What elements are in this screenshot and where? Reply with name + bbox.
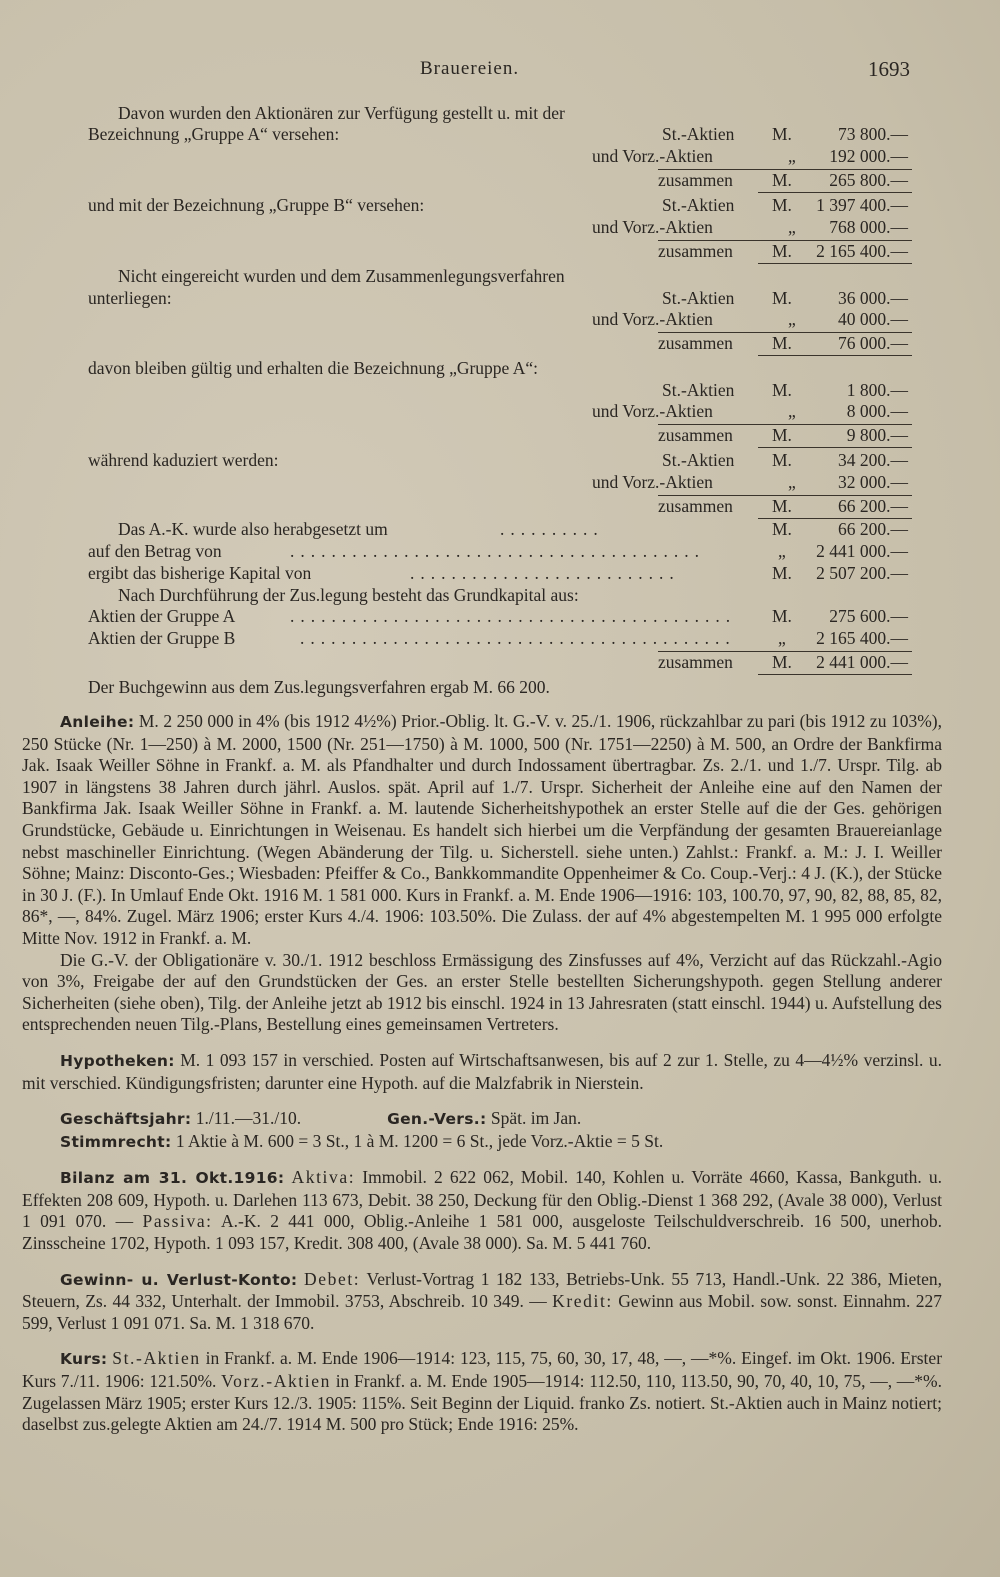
row-label: und Vorz.-Aktien — [592, 309, 713, 329]
gen-vers-heading: Gen.-Vers.: — [387, 1110, 487, 1129]
row-currency: M. — [772, 241, 792, 261]
row-currency: M. — [772, 563, 792, 583]
hypotheken-text: M. 1 093 157 in verschied. Posten auf Wirtschaftsanwesen, bis auf 2 zur 1. Stelle, zu 4—4½% verzinsl. u. mit verschied. Kündigungsfristen; darunter eine Hypoth. auf die Malzfabrik in Nierstein. — [22, 1049, 942, 1093]
leader-dots: .......... — [500, 519, 604, 539]
aktiva-label: Aktiva: — [291, 1167, 356, 1188]
row-currency: „ — [788, 401, 796, 421]
group-b-text: und mit der Bezeichnung „Gruppe B“ versehen: — [88, 195, 425, 215]
row-currency: „ — [788, 472, 796, 492]
row-value: 2 165 400.— — [816, 628, 908, 648]
row-value: 192 000.— — [829, 146, 908, 166]
row-currency: M. — [772, 333, 792, 353]
leader-dots: .......................... — [410, 563, 680, 583]
section-title: Brauereien. — [420, 58, 520, 79]
row-value: 2 507 200.— — [816, 563, 908, 583]
kurs-text-2: in Frankf. a. M. Ende 1905—1914: 112.50, 110, 113.50, 90, 70, 40, 10, 75, —, —*%. Zugelassen März 1905; erster Kurs 12./3. 1905: 115%. Seit Beginn der Liquid. franko Zs. notiert. St.-Aktien auch in Mainz notiert; daselbst zus.gelegte Aktien am 24./7. 1914 M. 500 pro Stück; Ende 1916: 25%. — [22, 1371, 943, 1435]
debet-label: Debet: — [304, 1268, 361, 1289]
debet-text: Verlust-Vortrag 1 182 133, Betriebs-Unk. 55 713, Handl.-Unk. 22 386, Mieten, Steuern, Zs. 44 332, Unterhalt. der Immobil. 3753, Abschreib. 10 349. — — [22, 1268, 942, 1312]
kurs-heading: Kurs: — [60, 1350, 108, 1369]
row-currency: M. — [772, 288, 792, 308]
bilanz-paragraph — [22, 1167, 942, 1254]
row-currency: M. — [772, 519, 792, 539]
leader-dots: ........................................ — [290, 541, 705, 561]
row-label: zusammen — [658, 241, 733, 261]
gv-text: Die G.-V. der Obligationäre v. 30./1. 1912 beschloss Ermässigung des Zinsfusses auf 4%, Verzicht auf das Rückzahl.-Agio von 3%, Freigabe der auf den Grundstücken der Ges. an erster Stelle bestellten Sicherungshypoth. gegen Stellung anderer Sicherheiten (siehe oben), Tilg. der Anleihe jetzt ab 1912 bis einschl. 1924 in 13 Jahresraten (statt einschl. 1944) u. Aufstellung des entsprechenden neuen Tilg.-Plans, Bestellung eines gemeinsamen Vertreters. — [22, 949, 942, 1035]
row-label: St.-Aktien — [662, 380, 735, 400]
stimmrecht-text: 1 Aktie à M. 600 = 3 St., 1 à M. 1200 = 6 St., jede Vorz.-Aktie = 5 St. — [175, 1130, 664, 1151]
kapital-label: ergibt das bisherige Kapital von — [88, 563, 312, 583]
stimmrecht-paragraph — [22, 1131, 942, 1154]
row-currency: „ — [778, 628, 786, 648]
nicht-line-1: Nicht eingereicht wurden und dem Zusammenlegungsverfahren — [118, 266, 565, 286]
total-rule — [758, 674, 912, 675]
row-currency: „ — [788, 309, 796, 329]
total-rule — [758, 263, 912, 264]
davon-line: davon bleiben gültig und erhalten die Bezeichnung „Gruppe A“: — [88, 358, 539, 378]
row-value: 40 000.— — [838, 309, 908, 329]
row-value: 275 600.— — [829, 606, 908, 626]
anleihe-paragraph — [22, 711, 942, 950]
stimmrecht-heading: Stimmrecht: — [60, 1132, 172, 1151]
geschaeftsjahr-heading: Geschäftsjahr: — [60, 1110, 192, 1129]
kredit-text: Gewinn aus Mobil. sow. sonst. Einnahm. 227 599, Verlust 1 091 071. Sa. M. 1 318 670. — [22, 1291, 942, 1333]
geschaeftsjahr-paragraph — [22, 1108, 942, 1131]
row-currency: M. — [772, 652, 792, 672]
row-value: 1 397 400.— — [816, 195, 908, 215]
row-currency: M. — [772, 124, 792, 144]
row-label: St.-Aktien — [662, 450, 735, 470]
intro-line-2: Bezeichnung „Gruppe A“ versehen: — [88, 124, 340, 144]
nach-line: Nach Durchführung der Zus.legung besteht das Grundkapital aus: — [118, 585, 579, 605]
row-label: zusammen — [658, 333, 733, 353]
row-value: 73 800.— — [838, 124, 908, 144]
gen-vers-value: Spät. im Jan. — [490, 1108, 582, 1129]
hypotheken-paragraph — [22, 1050, 942, 1094]
st-aktien-label: St.-Aktien — [112, 1348, 201, 1369]
row-label: St.-Aktien — [662, 124, 735, 144]
kredit-label: Kredit: — [552, 1291, 613, 1312]
group-b-label: Aktien der Gruppe B — [88, 628, 236, 648]
row-currency: M. — [772, 170, 792, 190]
anleihe-heading: Anleihe: — [60, 713, 135, 731]
geschaeftsjahr-value: 1./11.—31./10. — [195, 1108, 302, 1129]
intro-line-1: Davon wurden den Aktionären zur Verfügung gestellt u. mit der — [118, 103, 565, 123]
total-rule — [758, 447, 912, 448]
kaduziert-line: während kaduziert werden: — [88, 450, 279, 470]
passiva-text: A.-K. 2 441 000, Oblig.-Anleihe 1 581 000, ausgeloste Teilschuldverschreib. 16 500, unerhob. Zinsscheine 1702, Hypoth. 1 093 157, Kredit. 308 400, (Avale 38 000). Sa. M. 5 441 760. — [22, 1211, 942, 1254]
row-value: 9 800.— — [846, 425, 908, 445]
row-currency: M. — [772, 380, 792, 400]
nicht-line-2: unterliegen: — [88, 288, 172, 308]
row-value: 768 000.— — [829, 217, 908, 237]
row-currency: M. — [772, 496, 792, 516]
row-value: 2 165 400.— — [816, 241, 908, 261]
leader-dots: .......................................... — [300, 628, 736, 648]
row-currency: „ — [788, 146, 796, 166]
row-label: zusammen — [658, 652, 733, 672]
passiva-label: Passiva: — [142, 1211, 213, 1232]
anleihe-text: M. 2 250 000 in 4% (bis 1912 4½%) Prior.-Oblig. lt. G.-V. v. 25./1. 1906, rückzahlbar zu pari (bis 1912 zu 103%), 250 Stücke (Nr. 1—250) à M. 2000, 1500 (Nr. 251—1750) à M. 1000, 500 (Nr. 1751—2250) à M. 500, an Ordre der Bankfirma Jak. Isaak Weiller Söhne in Frankf. a. M. als Pfandhalter und durch Indossament übertragbar. Zs. 2./1. und 1./7. Urspr. Tilg. ab 1907 in längstens 38 Jahren durch jährl. Auslos. spät. April auf 1./7. Urspr. Sicherheit der Anleihe eine auf den Namen der Bankfirma Jak. Isaak Weiller Söhne in Frankf. a. M. lautende Sicherheitshypothek an erster Stelle auf die der Ges. gehörigen Grundstücke, Gebäude u. Einrichtungen in Weisenau. Es handelt sich hierbei um die Verpfändung der gesamten Brauereianlage nebst maschineller Einrichtung. (Wegen Abänderung der Tilg. u. Sicherstell. siehe unten.) Zahlst.: Frankf. a. M.: J. I. Weiller Söhne; Mainz: Disconto-Ges.; Wiesbaden: Pfeiffer & Co., Bankkommandite Oppenheimer & Co. Coup.-Verj.: 4 J. (K.), der Stücke in 30 J. (F.). In Umlauf Ende Okt. 1916 M. 1 581 000. Kurs in Frankf. a. M. Ende 1906—1916: 103, 100.70, 97, 90, 82, 88, 85, 82, 86*, —, 84%. Zugel. März 1906; erster Kurs 4./4. 1906: 103.50%. Die Zulass. der auf 4% abgestempelten M. 1 995 000 erfolgte Mitte Nov. 1912 in Frankf. a. M. — [22, 711, 942, 948]
page-number: 1693 — [868, 57, 910, 81]
row-value: 36 000.— — [838, 288, 908, 308]
betrag-label: auf den Betrag von — [88, 541, 222, 561]
row-value: 32 000.— — [838, 472, 908, 492]
row-currency: „ — [778, 541, 786, 561]
row-label: zusammen — [658, 170, 733, 190]
bilanz-heading: Bilanz am 31. Okt.1916: — [60, 1169, 285, 1188]
kurs-text-1: in Frankf. a. M. Ende 1906—1914: 123, 115, 75, 60, 30, 17, 48, —, —*%. Eingef. im Okt. 1906. Erster Kurs 7./11. 1906: 121.50%. — [22, 1348, 943, 1392]
body-text — [22, 711, 942, 1436]
row-label: und Vorz.-Aktien — [592, 401, 713, 421]
row-label: und Vorz.-Aktien — [592, 217, 713, 237]
vz-aktien-label: Vorz.-Aktien — [221, 1371, 331, 1392]
row-label: St.-Aktien — [662, 288, 735, 308]
row-label: zusammen — [658, 496, 733, 516]
row-label: und Vorz.-Aktien — [592, 146, 713, 166]
row-value: 2 441 000.— — [816, 541, 908, 561]
row-value: 66 200.— — [838, 496, 908, 516]
row-value: 2 441 000.— — [816, 652, 908, 672]
page-header — [0, 58, 1000, 88]
kurs-paragraph — [22, 1348, 942, 1435]
row-value: 1 800.— — [846, 380, 908, 400]
row-currency: M. — [772, 606, 792, 626]
row-currency: „ — [788, 217, 796, 237]
row-currency: M. — [772, 195, 792, 215]
row-currency: M. — [772, 450, 792, 470]
leader-dots: ........................................... — [290, 606, 737, 626]
aktiva-text: Immobil. 2 622 062, Mobil. 140, Kohlen u. Vorräte 4660, Kassa, Bankguth. u. Effekten 208 609, Hypoth. u. Darlehen 113 673, Debit. 38 250, Deckung für den Oblig.-Dienst 1 368 292, (Avale 38 000), Verlust 1 091 070. — — [22, 1167, 943, 1232]
row-value: 265 800.— — [829, 170, 908, 190]
row-value: 66 200.— — [838, 519, 908, 539]
hypotheken-heading: Hypotheken: — [60, 1051, 175, 1070]
row-label: St.-Aktien — [662, 195, 735, 215]
row-label: und Vorz.-Aktien — [592, 472, 713, 492]
row-currency: M. — [772, 425, 792, 445]
group-a-label: Aktien der Gruppe A — [88, 606, 236, 626]
gewinn-paragraph — [22, 1269, 942, 1335]
total-rule — [758, 192, 912, 193]
gewinn-heading: Gewinn- u. Verlust-Konto: — [60, 1270, 298, 1289]
row-value: 76 000.— — [838, 333, 908, 353]
row-label: zusammen — [658, 425, 733, 445]
ak-label: Das A.-K. wurde also herabgesetzt um — [118, 519, 388, 539]
row-value: 34 200.— — [838, 450, 908, 470]
total-rule — [758, 355, 912, 356]
buchgewinn-line: Der Buchgewinn aus dem Zus.legungsverfahren ergab M. 66 200. — [88, 677, 550, 697]
gv-paragraph — [22, 950, 942, 1036]
row-value: 8 000.— — [846, 401, 908, 421]
